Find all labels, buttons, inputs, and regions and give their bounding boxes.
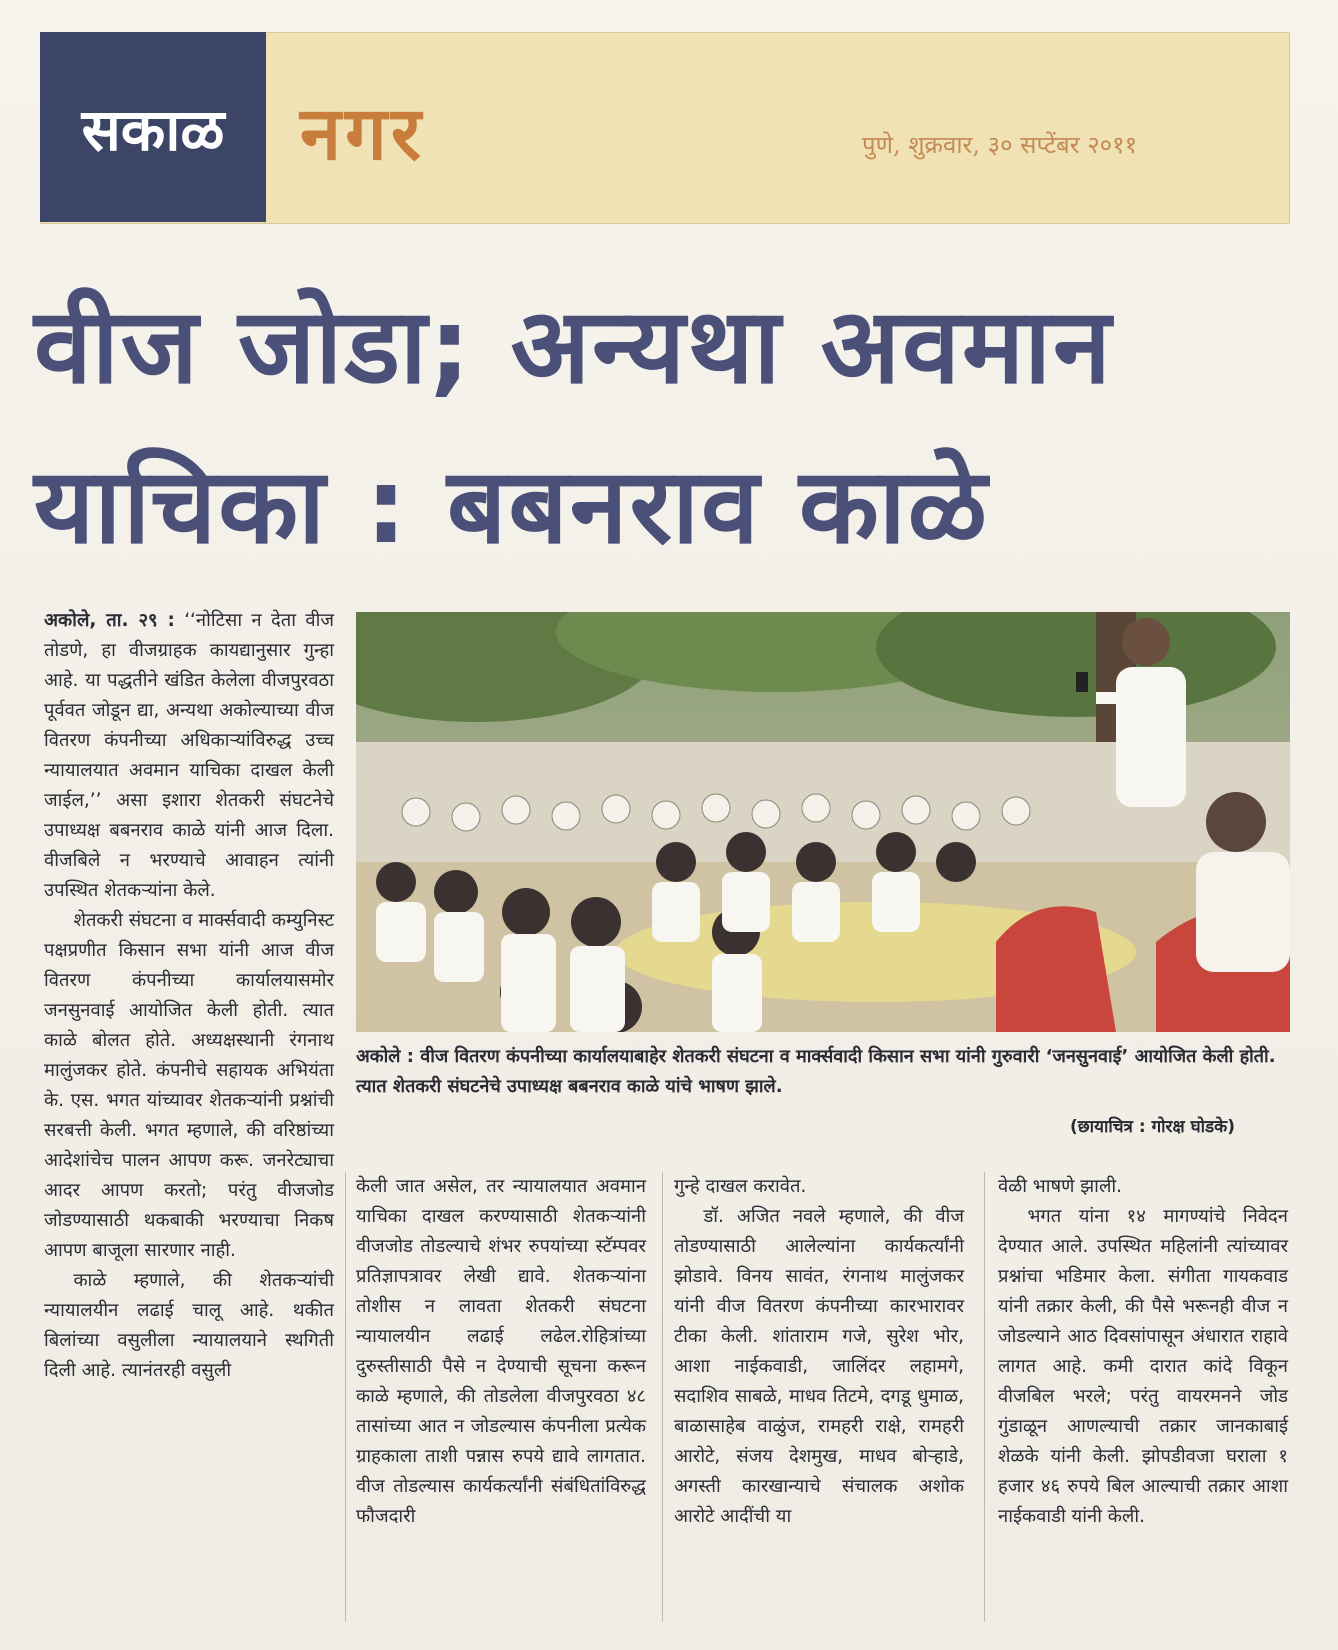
article-column-2 (356, 1172, 646, 1532)
article-paragraph: ‘‘नोटिसा न देता वीज तोडणे, हा वीजग्राहक कायद्यानुसार गुन्हा आहे. या पद्धतीने खंडित केलेला वीजपुरवठा पूर्ववत जोडून द्या, अन्यथा अकोल्याच्या वीज वितरण कंपनीच्या अधिकाऱ्यांविरुद्ध उच्च न्यायालयात अवमान याचिका दाखल केली जाईल,’’ असा इशारा शेतकरी संघटनेचे उपाध्यक्ष बबनराव काळे यांनी आज दिला. वीजबिले न भरण्याचे आवाहन त्यांनी उपस्थित शेतकऱ्यांना केले. (44, 610, 334, 901)
article-column-4 (998, 1172, 1288, 1532)
issue-dateline: पुणे, शुक्रवार, ३० सप्टेंबर २०११ (862, 131, 1138, 159)
article-column-3 (674, 1172, 964, 1532)
column-divider (662, 1172, 663, 1622)
news-photo (356, 612, 1290, 1032)
caption-text: वीज वितरण कंपनीच्या कार्यालयाबाहेर शेतकरी संघटना व मार्क्सवादी किसान सभा यांनी गुरुवारी ‘जनसुनवाई’ आयोजित केली होती. त्यात शेतकरी संघटनेचे उपाध्यक्ष बबनराव काळे यांचे भाषण झाले. (356, 1046, 1276, 1097)
article-column-1 (44, 606, 334, 1386)
photo-caption (356, 1042, 1290, 1102)
article-dateline: अकोले, ता. २९ : (44, 610, 175, 631)
column-divider (984, 1172, 985, 1622)
column-divider (345, 1172, 346, 1622)
article-paragraph: काळे म्हणाले, की शेतकऱ्यांची न्यायालयीन लढाई चालू आहे. थकीत बिलांच्या वसुलीला न्यायालयाने स्थगिती दिली आहे. त्यानंतरही वसुली (44, 1270, 334, 1381)
headline-line-1: वीज जोडा; अन्यथा अवमान (34, 285, 1113, 407)
caption-place: अकोले : (356, 1046, 414, 1067)
section-name: नगर (300, 91, 425, 177)
article-paragraph: केली जात असेल, तर न्यायालयात अवमान याचिका दाखल करण्यासाठी शेतकऱ्यांनी वीजजोड तोडल्याचे शंभर रुपयांच्या स्टॅम्पवर प्रतिज्ञापत्रावर लेखी द्यावे. शेतकऱ्यांना तोशीस न लावता शेतकरी संघटना न्यायालयीन लढाई लढेल.रोहित्रांच्या दुरुस्तीसाठी पैसे न देण्याची सूचना करून काळे म्हणाले, की तोडलेला वीजपुरवठा ४८ तासांच्या आत न जोडल्यास कंपनीला प्रत्येक ग्राहकाला ताशी पन्नास रुपये द्यावे लागतात. वीज तोडल्यास कार्यकर्त्यांनी संबंधितांविरुद्ध फौजदारी (356, 1176, 646, 1527)
headline-line-2: याचिका : बबनराव काळे (34, 445, 989, 567)
article-paragraph: शेतकरी संघटना व मार्क्सवादी कम्युनिस्ट पक्षप्रणीत किसान सभा यांनी आज वीज वितरण कंपनीच्या कार्यालयासमोर जनसुनवाई आयोजित केली होती. त्यात काळे बोलत होते. अध्यक्षस्थानी रंगनाथ मालुंजकर होते. कंपनीचे सहायक अभियंता के. एस. भगत यांच्यावर शेतकऱ्यांनी प्रश्नांची सरबत्ती केली. भगत म्हणाले, की वरिष्ठांच्या आदेशांचेच पालन आपण करू. जनरेट्याचा आदर आपण करतो; परंतु वीजजोड जोडण्यासाठी थकबाकी भरण्याचा निकष आपण बाजूला सारणार नाही. (44, 910, 334, 1261)
newspaper-logo (40, 32, 266, 222)
article-paragraph: भगत यांना १४ मागण्यांचे निवेदन देण्यात आले. उपस्थित महिलांनी त्यांच्यावर प्रश्नांचा भडिमार केला. संगीता गायकवाड यांनी तक्रार केली, की पैसे भरूनही वीज न जोडल्याने आठ दिवसांपासून अंधारात राहावे लागत आहे. कमी दारात कांदे विकून वीजबिल भरले; परंतु वायरमनने जोड गुंडाळून आणल्याची तक्रार जानकाबाई शेळके यांनी केली. झोपडीवजा घराला १ हजार ४६ रुपये बिल आल्याची तक्रार आशा नाईकवाडी यांनी केली. (998, 1206, 1288, 1527)
photo-credit: (छायाचित्र : गोरक्ष घोडके) (1070, 1117, 1235, 1137)
article-paragraph: गुन्हे दाखल करावेत. (674, 1176, 807, 1197)
article-paragraph: डॉ. अजित नवले म्हणाले, की वीज तोडण्यासाठी आलेल्यांना कार्यकर्त्यांनी झोडावे. विनय सावंत, रंगनाथ मालुंजकर यांनी वीज वितरण कंपनीच्या कारभारावर टीका केली. शांताराम गजे, सुरेश भोर, आशा नाईकवाडी, जालिंदर लहामगे, सदाशिव साबळे, माधव तिटमे, दगडू धुमाळ, बाळासाहेब वाळुंज, रामहरी राक्षे, रामहरी आरोटे, संजय देशमुख, माधव बोऱ्हाडे, अगस्ती कारखान्याचे संचालक अशोक आरोटे आदींची या (674, 1206, 964, 1527)
logo-text: सकाळ (81, 95, 225, 164)
crowd-photo-illustration (356, 612, 1290, 1032)
article-paragraph: वेळी भाषणे झाली. (998, 1176, 1123, 1197)
